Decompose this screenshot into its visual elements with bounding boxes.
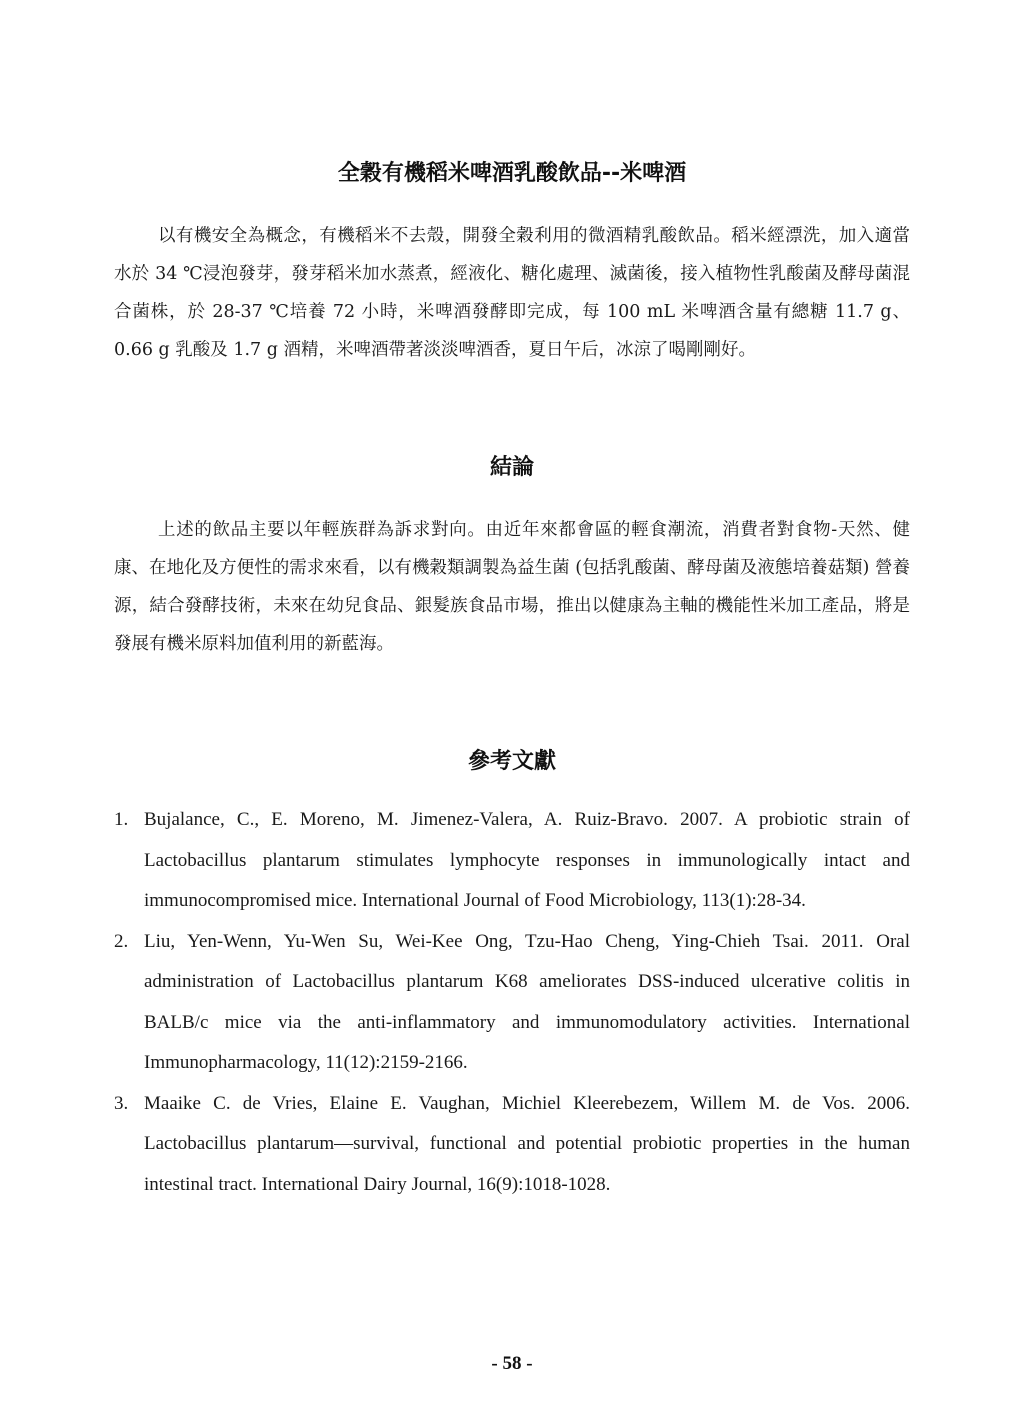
reference-item <box>114 1084 910 1206</box>
reference-text: Bujalance, C., E. Moreno, M. Jimenez-Valera, A. Ruiz-Bravo. 2007. A probiotic strain of Lactobacillus plantarum stimulates lymphocyte responses in immunologically intact and immunocompromised mice. International Journal of Food Microbiology, 113(1):28-34. <box>144 809 910 911</box>
reference-text: Liu, Yen-Wenn, Yu-Wen Su, Wei-Kee Ong, Tzu-Hao Cheng, Ying-Chieh Tsai. 2011. Oral administration of Lactobacillus plantarum K68 ameliorates DSS-induced ulcerative colitis in BALB/c mice via the anti-inflammatory and immunomodulatory activities. International Immunopharmacology, 11(12):2159-2166. <box>144 930 910 1073</box>
reference-item <box>114 922 910 1084</box>
page-number: - 58 - <box>491 1353 533 1374</box>
reference-text: Maaike C. de Vries, Elaine E. Vaughan, Michiel Kleerebezem, Willem M. de Vos. 2006. Lactobacillus plantarum—survival, functional and potential probiotic properties in the human intestinal tract. International Dairy Journal, 16(9):1018-1028. <box>144 1092 910 1195</box>
reference-list <box>114 800 910 1205</box>
reference-number: 3. <box>114 1092 129 1114</box>
section-title-conclusion: 結論 <box>489 455 534 480</box>
reference-number: 1. <box>114 809 129 830</box>
section-title-rice-beer: 全穀有機稻米啤酒乳酸飲品--米啤酒 <box>337 161 687 186</box>
reference-number: 2. <box>114 930 129 952</box>
reference-item <box>114 800 910 922</box>
rice-beer-paragraph: 以有機安全為概念，有機稻米不去殼，開發全穀利用的微酒精乳酸飲品。稻米經漂洗，加入適當水於 34 ℃浸泡發芽，發芽稻米加水蒸煮，經液化、糖化處理、滅菌後，接入植物性乳酸菌及酵母菌混合菌株，於 28-37 ℃培養 72 小時，米啤酒發酵即完成，每 100 mL 米啤酒含量有總糖 11.7 g、0.66 g 乳酸及 1.7 g 酒精，米啤酒帶著淡淡啤酒香，夏日午后，冰涼了喝剛剛好。 <box>114 226 910 360</box>
conclusion-paragraph: 上述的飲品主要以年輕族群為訴求對向。由近年來都會區的輕食潮流，消費者對食物-天然、健康、在地化及方便性的需求來看，以有機穀類調製為益生菌 (包括乳酸菌、酵母菌及液態培養菇類) 營養源，結合發酵技術，未來在幼兒食品、銀髮族食品市場，推出以健康為主軸的機能性米加工產品，將是發展有機米原料加值利用的新藍海。 <box>114 520 910 654</box>
section-title-references: 參考文獻 <box>467 749 556 774</box>
